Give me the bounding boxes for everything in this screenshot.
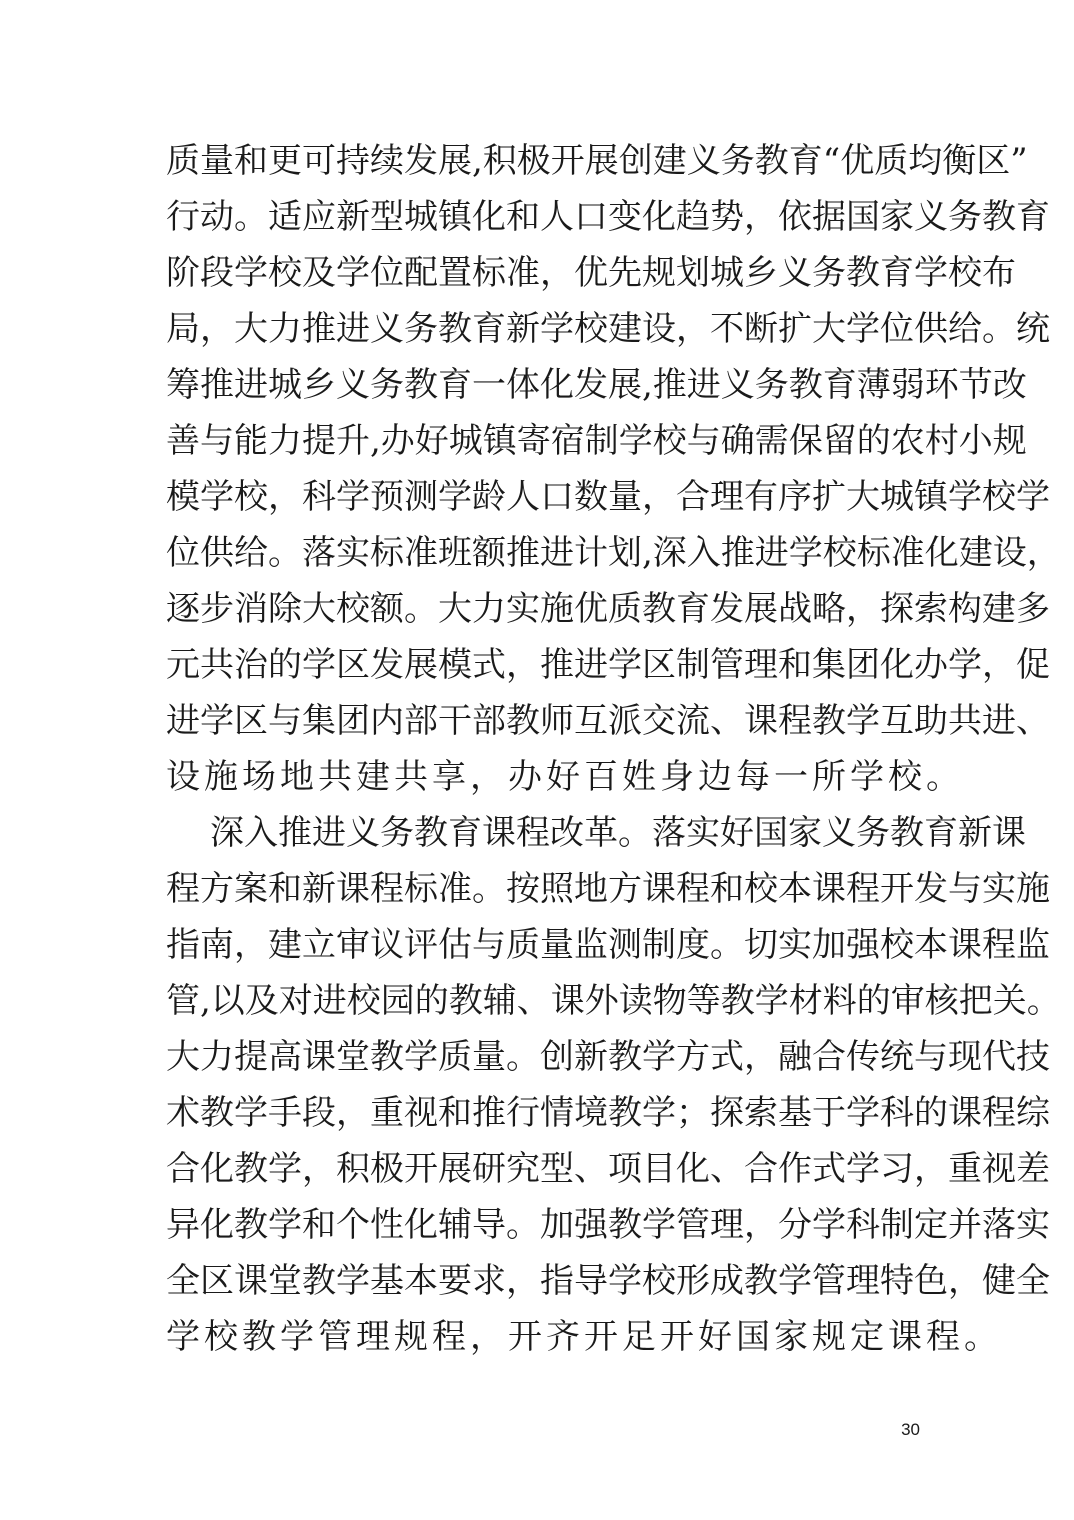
paragraph-1 bbox=[166, 133, 1061, 805]
text-line: 异化教学和个性化辅导。加强教学管理，分学科制定并落实 bbox=[166, 1205, 1050, 1245]
text-line: 行动。适应新型城镇化和人口变化趋势，依据国家义务教育 bbox=[166, 197, 1050, 237]
text-line: 筹推进城乡义务教育一体化发展,推进义务教育薄弱环节改 bbox=[166, 365, 1027, 405]
text-line: 术教学手段，重视和推行情境教学；探索基于学科的课程综 bbox=[166, 1093, 1050, 1133]
text-line: 模学校，科学预测学龄人口数量，合理有序扩大城镇学校学 bbox=[166, 477, 1050, 517]
text-line: 设施场地共建共享，办好百姓身边每一所学校。 bbox=[166, 757, 964, 797]
text-line: 学校教学管理规程，开齐开足开好国家规定课程。 bbox=[166, 1317, 1002, 1357]
page-number: 30 bbox=[901, 1420, 920, 1439]
text-line: 大力提高课堂教学质量。创新教学方式，融合传统与现代技 bbox=[166, 1037, 1050, 1077]
text-line: 局，大力推进义务教育新学校建设，不断扩大学位供给。统 bbox=[166, 309, 1050, 349]
text-line: 全区课堂教学基本要求，指导学校形成教学管理特色，健全 bbox=[166, 1261, 1050, 1301]
text-line: 元共治的学区发展模式，推进学区制管理和集团化办学，促 bbox=[166, 645, 1050, 685]
body-text bbox=[166, 133, 1061, 1365]
text-line: 程方案和新课程标准。按照地方课程和校本课程开发与实施 bbox=[166, 869, 1050, 909]
text-line: 善与能力提升,办好城镇寄宿制学校与确需保留的农村小规 bbox=[166, 421, 1027, 461]
paragraph-2 bbox=[166, 805, 1061, 1365]
text-line: 质量和更可持续发展,积极开展创建义务教育“优质均衡区” bbox=[166, 141, 1028, 181]
text-line: 合化教学，积极开展研究型、项目化、合作式学习，重视差 bbox=[166, 1149, 1050, 1189]
text-line: 阶段学校及学位配置标准，优先规划城乡义务教育学校布 bbox=[166, 253, 1016, 293]
text-line: 位供给。落实标准班额推进计划,深入推进学校标准化建设， bbox=[166, 533, 1061, 573]
text-line: 管,以及对进校园的教辅、课外读物等教学材料的审核把关。 bbox=[166, 981, 1061, 1021]
text-line: 逐步消除大校额。大力实施优质教育发展战略，探索构建多 bbox=[166, 589, 1050, 629]
text-line: 深入推进义务教育课程改革。落实好国家义务教育新课 bbox=[210, 813, 1026, 853]
text-line: 进学区与集团内部干部教师互派交流、课程教学互助共进、 bbox=[166, 701, 1050, 741]
text-line: 指南，建立审议评估与质量监测制度。切实加强校本课程监 bbox=[166, 925, 1050, 965]
